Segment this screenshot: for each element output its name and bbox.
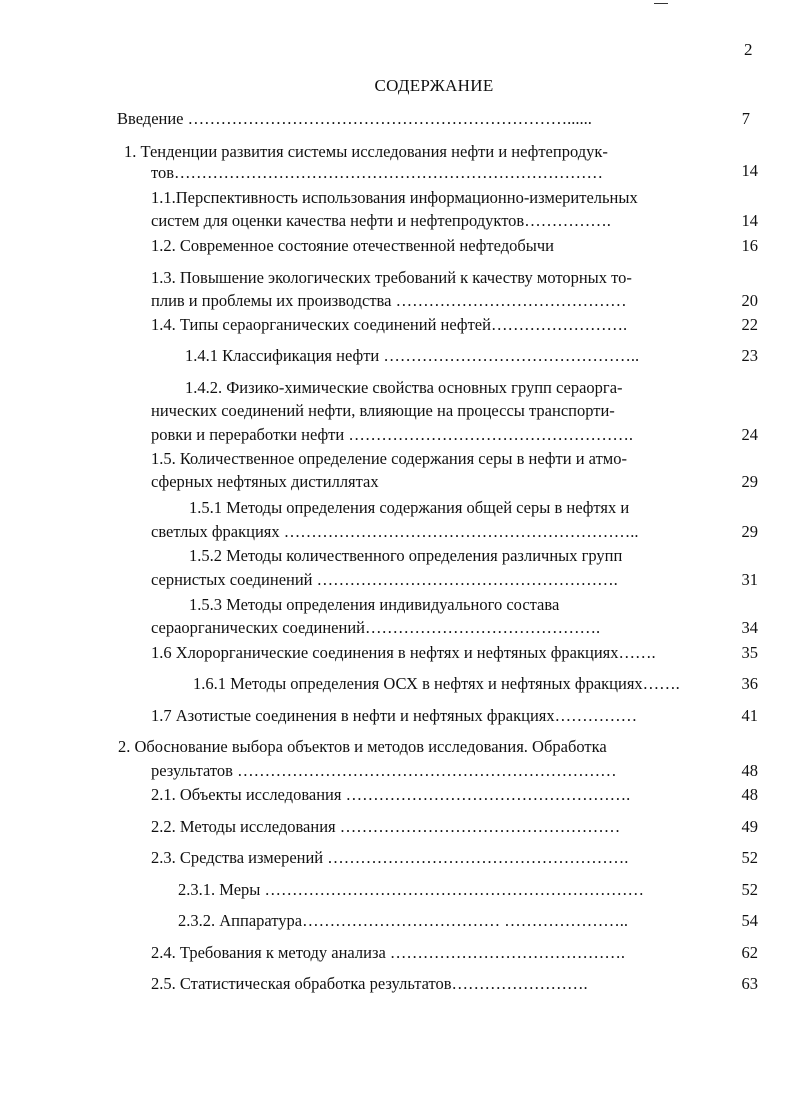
toc-page: 16 [741, 236, 758, 255]
toc-page: 35 [741, 643, 758, 662]
toc-entry-1-6-1: 1.6.1 Методы определения ОСХ в нефтях и нефтяных фракциях……. [193, 674, 680, 693]
toc-entry-1-6: 1.6 Хлорорганические соединения в нефтях и нефтяных фракциях……. [151, 643, 656, 662]
toc-entry-1-2: 1.2. Современное состояние отечественной нефтедобычи [151, 236, 554, 255]
toc-page: 36 [741, 674, 758, 693]
toc-page: 41 [741, 706, 758, 725]
toc-page: 52 [741, 880, 758, 899]
toc-entry-2-3: 2.3. Средства измерений ………………………………………………. [151, 848, 629, 867]
toc-page: 52 [741, 848, 758, 867]
top-mark [654, 3, 668, 4]
toc-entry-2-cont: результатов …………………………………………………………… [151, 761, 617, 780]
toc-entry-1-7: 1.7 Азотистые соединения в нефти и нефтяных фракциях…………… [151, 706, 638, 725]
toc-page: 20 [741, 291, 758, 310]
toc-entry-1-5-3: 1.5.3 Методы определения индивидуального состава [189, 595, 560, 614]
toc-entry-1-5-1-cont: светлых фракциях ……………………………………………………….. [151, 522, 639, 541]
toc-entry-1-4: 1.4. Типы сераорганических соединений нефтей……………………. [151, 315, 628, 334]
toc-entry-1-3: 1.3. Повышение экологических требований к качеству моторных то- [151, 268, 632, 287]
toc-page: 49 [741, 817, 758, 836]
toc-page: 31 [741, 570, 758, 589]
toc-page: 62 [741, 943, 758, 962]
toc-entry-1-5-3-cont: сераорганических соединений……………………………………. [151, 618, 601, 637]
toc-entry-1-5-2-cont: сернистых соединений ………………………………………………. [151, 570, 618, 589]
toc-entry-1-1-cont: систем для оценки качества нефти и нефтепродуктов……………. [151, 211, 611, 230]
toc-page: 54 [741, 911, 758, 930]
toc-page: 29 [741, 522, 758, 541]
toc-page: 23 [741, 346, 758, 365]
toc-entry-intro: Введение ……………………………………………………………...... [117, 109, 592, 128]
toc-page: 29 [741, 472, 758, 491]
toc-entry-2-5: 2.5. Статистическая обработка результатов……………………. [151, 974, 588, 993]
toc-entry-2-3-2: 2.3.2. Аппаратура……………………………… ………………….. [178, 911, 628, 930]
toc-entry-1-4-2-cont2: ровки и переработки нефти ……………………………………………. [151, 425, 633, 444]
toc-entry-1-5-cont: сферных нефтяных дистиллятах [151, 472, 379, 491]
toc-page: 7 [741, 109, 750, 128]
toc-entry-1-1: 1.1.Перспективность использования информационно-измерительных [151, 188, 638, 207]
toc-entry-1-4-2-cont: нических соединений нефти, влияющие на процессы транспорти- [151, 401, 615, 420]
toc-entry-2-2: 2.2. Методы исследования …………………………………………… [151, 817, 621, 836]
toc-entry-1-4-1: 1.4.1 Классификация нефти ……………………………………….. [185, 346, 640, 365]
toc-entry-2-1: 2.1. Объекты исследования ……………………………………………. [151, 785, 631, 804]
toc-page: 24 [741, 425, 758, 444]
toc-entry-2: 2. Обоснование выбора объектов и методов исследования. Обработка [118, 737, 607, 756]
toc-page: 63 [741, 974, 758, 993]
toc-entry-1-5-1: 1.5.1 Методы определения содержания общей серы в нефтях и [189, 498, 630, 517]
toc-entry-2-4: 2.4. Требования к методу анализа ……………………………………. [151, 943, 626, 962]
toc-page: 14 [741, 161, 758, 180]
toc-entry-1: 1. Тенденции развития системы исследования нефти и нефтепродук- [124, 142, 608, 161]
toc-entry-1-cont: тов…………………………………………………………………… [151, 163, 604, 182]
toc-page: 34 [741, 618, 758, 637]
toc-entry-1-3-cont: плив и проблемы их производства …………………………………… [151, 291, 627, 310]
toc-entry-1-5: 1.5. Количественное определение содержания серы в нефти и атмо- [151, 449, 627, 468]
toc-page: 22 [741, 315, 758, 334]
page-number: 2 [744, 40, 753, 59]
toc-entry-1-4-2: 1.4.2. Физико-химические свойства основных групп сераоргa- [185, 378, 623, 397]
toc-page: 14 [741, 211, 758, 230]
toc-entry-1-5-2: 1.5.2 Методы количественного определения различных групп [189, 546, 623, 565]
toc-page: 48 [741, 785, 758, 804]
toc-page: 48 [741, 761, 758, 780]
toc-entry-2-3-1: 2.3.1. Меры …………………………………………………………… [178, 880, 644, 899]
page-title: СОДЕРЖАНИЕ [374, 76, 494, 95]
